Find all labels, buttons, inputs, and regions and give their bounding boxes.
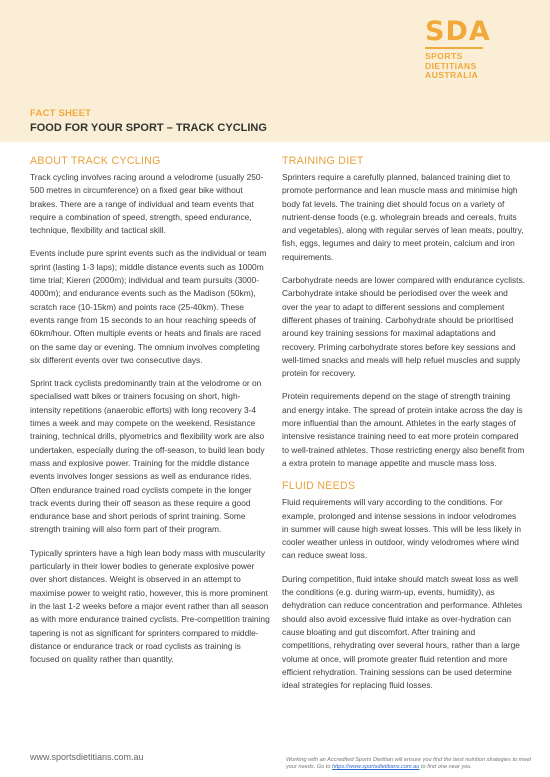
paragraph: Fluid requirements will vary according to the conditions. For example, prolonged and intense sessions in indoor velodromes in summer will cause high sweat losses. This will be less likely in cooler weather unless in outdoor, windy velodromes where wind can reduce sweat loss. [282,497,522,561]
footer-note [286,757,536,771]
paragraph: Sprinters require a carefully planned, balanced training diet to promote performance and lean muscle mass and minimise high body fat levels. The training diet should focus on a variety of nutrient-dense foods (e.g. wholegrain breads and cereals, fruits and vegetables), along with regular serves of lean meats, poultry, fish, eggs, legumes and dairy to meet protein, calcium and iron requirements. [282,172,524,262]
logo-letters: SDA [425,16,491,47]
fact-sheet-label: FACT SHEET [30,108,92,119]
paragraph: Typically sprinters have a high lean body mass with muscularity particularly in their lower bodies to generate explosive power over short distances. Weight is observed in an attempt to maximise power to weight ratio, however, this is more prominent in the last 1-2 weeks before a major event rather than all season as with more endurance trained cyclists. Pre-competition training tapering is not as significant for sprinters compared to middle-distance or endurance track or road cyclists as training is focused on quality rather than quantity. [30,547,270,665]
logo-stripe [425,47,483,49]
sda-logo [425,18,535,98]
paragraph: During competition, fluid intake should match sweat loss as well the conditions (e.g. during warm-up, events, humidity), as dehydration can reduce concentration and performance. Athletes should also avoid excessive fluid intake as over-hydration can cause bloating and gut discomfort. After training and competitions, rehydrating over several hours, rather than a large volume at once, will promote greater fluid retention and more efficient rehydration. Training sessions can be used determine ideal strategies for replacing fluid losses. [282,573,523,691]
footer-note-text: Working with an Accredited Sports Dietitian will ensure you find the best nutrition strategies to meet your needs. Go to [286,757,532,770]
left-column [30,155,270,676]
right-column [282,155,525,702]
logo-word-dietitians: DIETITIANS [425,60,477,71]
paragraph: Track cycling involves racing around a velodrome (usually 250-500 metres in circumference) on a fixed gear bike without brakes. There are a range of individual and team events that require a combination of speed, strength, speed endurance, technique, flexibility and tactical skill. [30,172,264,236]
footer-note-link[interactable]: https://www.sportsdietitians.com.au [332,764,420,770]
footer-note-end: to find one near you. [420,764,472,770]
paragraph: Protein requirements depend on the stage of strength training and energy intake. The spread of protein intake across the day is more influential than the amount. Athletes in the early stages of intensive resistance training need to eat more protein compared to well-trained athletes. Those restricting energy also benefit from a extra protein to manage appetite and muscle mass loss. [282,391,525,468]
logo-word-australia: AUSTRALIA [425,70,479,80]
footer-website-link[interactable]: www.sportsdietitians.com.au [30,752,144,762]
about-track-cycling-heading: ABOUT TRACK CYCLING [30,155,161,167]
training-diet-heading: TRAINING DIET [282,155,364,167]
page-title: FOOD FOR YOUR SPORT – TRACK CYCLING [30,122,267,134]
fluid-needs-heading: FLUID NEEDS [282,480,356,493]
paragraph: Sprint track cyclists predominantly train at the velodrome or on specialised watt bikes or trainers focusing on short, high-intensity repetitions (anaerobic efforts) with long recovery 3-4 times a week and may compete on the weekend. Resistance training, technical drills, plyometrics and flexibility work are also undertaken, especially during the off-season, to build lean body mass and explosive power. Training for the middle distance events involves longer sessions as well as endurance rides. Often endurance trained road cyclists compete in the longer track events during their off season as these require a good endurance base and short periods of sprint training. Some strength training will also form part of their program. [30,378,265,535]
paragraph: Events include pure sprint events such as the individual or team sprint (lasting 1-3 laps); middle distance events such as 1000m time trial; Kieren (2000m); individual and team pursuits (3000-4000m); and endurance events such as the Madison (50km), scratch race (10-15km) and points race (25-40km). These events range from 15 seconds to an hour reaching speeds of 60km/hour. Often multiple events or heats and finals are raced on the same day or evening. The omnium involves completing six different events over two consecutive days. [30,248,267,365]
logo-word-sports: SPORTS [425,51,463,61]
paragraph: Carbohydrate needs are lower compared with endurance cyclists. Carbohydrate intake should be periodised over the week and over the year to adapt to different sessions and complement different phases of training. Carbohydrate should be prioritised around key training sessions for maximal adaptations and recovery. Priming carbohydrate stores before key sessions and well-timed snacks and meals will help refuel muscles and supply protein for recovery. [282,275,525,379]
